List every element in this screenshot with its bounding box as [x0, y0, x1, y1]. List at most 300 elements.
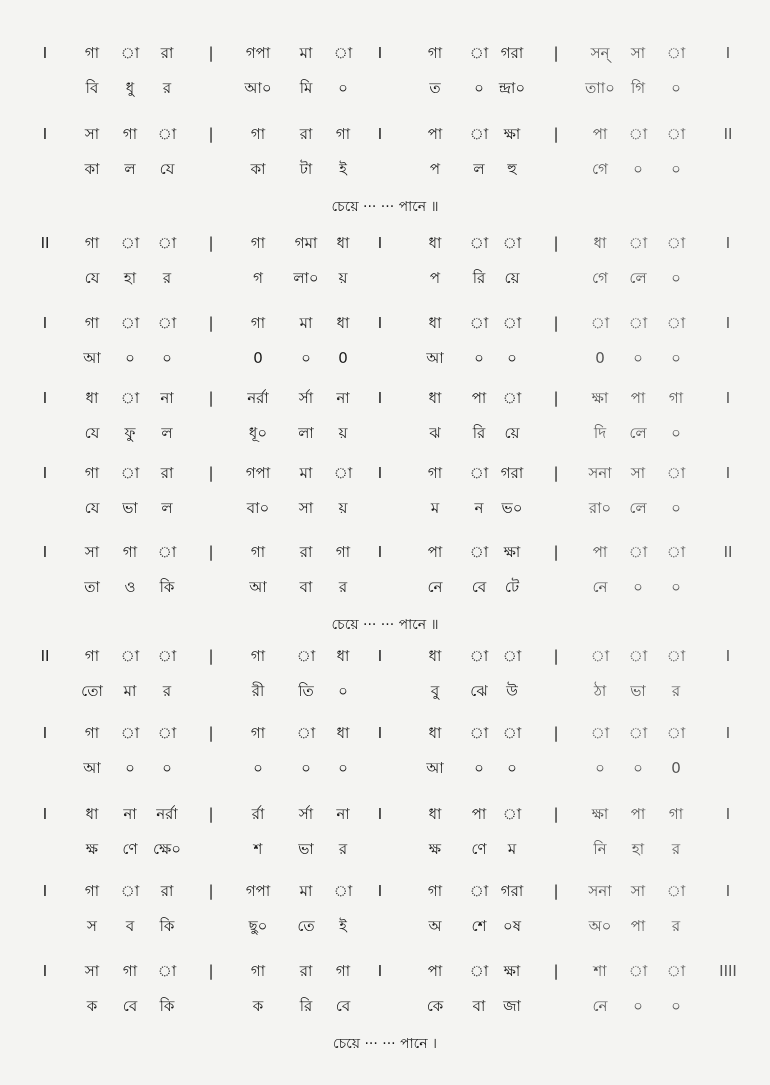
bar-line: I [377, 962, 383, 980]
swara-note: গা [84, 724, 100, 742]
lyric-syllable: ণে [471, 840, 487, 858]
swara-note: পা [427, 962, 443, 980]
notation-line [0, 803, 770, 825]
lyric-syllable: ০ [125, 349, 135, 367]
lyric-line [0, 680, 770, 702]
lyric-syllable: ঝ [429, 424, 441, 442]
bar-line: I [42, 962, 48, 980]
bar-line: I [725, 882, 731, 900]
lyric-syllable: কে [426, 997, 444, 1015]
swara-note: ধা [428, 647, 442, 665]
lyric-syllable: ঝে [470, 682, 488, 700]
lyric-syllable: ০ [633, 759, 643, 777]
bar-line: I [377, 44, 383, 62]
lyric-syllable: ম [507, 840, 517, 858]
swara-note: গা [335, 125, 351, 143]
bar-line: | [553, 314, 559, 332]
bar-line: I [377, 882, 383, 900]
swara-note: া [333, 882, 353, 900]
swara-note: া [157, 125, 177, 143]
bar-line: I [42, 882, 48, 900]
swara-note: ধা [593, 234, 607, 252]
lyric-syllable: আ [426, 759, 444, 777]
swara-note: া [666, 543, 686, 561]
swara-note: ক্ষা [503, 125, 521, 143]
swara-note: রা [299, 543, 313, 561]
swara-note: সা [84, 543, 100, 561]
lyric-syllable: টা [299, 160, 313, 178]
swara-note: না [160, 389, 174, 407]
swara-note: রা [160, 44, 174, 62]
bar-line: | [553, 882, 559, 900]
lyric-syllable: ০ [338, 759, 348, 777]
lyric-syllable: ০ [162, 759, 172, 777]
lyric-syllable: তা [84, 578, 100, 596]
swara-note: না [336, 805, 350, 823]
swara-note: া [120, 882, 140, 900]
swara-note: া [666, 314, 686, 332]
lyric-syllable: যে [84, 424, 100, 442]
lyric-syllable: ০ [671, 349, 681, 367]
lyric-syllable: ছু০ [248, 917, 268, 935]
swara-note: া [157, 234, 177, 252]
swara-note: গা [84, 882, 100, 900]
lyric-syllable: লে [629, 424, 647, 442]
bar-line: I [42, 44, 48, 62]
bar-line: | [208, 543, 214, 561]
swara-note: গরা [500, 44, 524, 62]
lyric-syllable: ০ [671, 578, 681, 596]
refrain-line: চেয়ে ··· ··· পানে । [332, 1036, 438, 1052]
lyric-syllable: ভা [298, 840, 314, 858]
lyric-syllable: রি [299, 997, 313, 1015]
swara-note: া [120, 314, 140, 332]
lyric-syllable: সা [298, 499, 314, 517]
lyric-syllable: আ [426, 349, 444, 367]
lyric-syllable: ল [124, 160, 136, 178]
bar-line: I [377, 464, 383, 482]
notation-line [0, 880, 770, 902]
swara-note: া [628, 724, 648, 742]
swara-note: া [157, 647, 177, 665]
lyric-syllable: পা [630, 917, 646, 935]
lyric-syllable: ল [161, 424, 173, 442]
bar-line: | [553, 962, 559, 980]
swara-note: গা [250, 647, 266, 665]
lyric-syllable: তে [297, 917, 315, 935]
bar-line: I [42, 724, 48, 742]
lyric-syllable: বা [472, 997, 486, 1015]
bar-line: | [208, 234, 214, 252]
lyric-syllable: ০ [671, 499, 681, 517]
lyric-syllable: র [338, 840, 348, 858]
lyric-syllable: র [671, 917, 681, 935]
notation-line [0, 462, 770, 484]
swara-note: গরা [500, 882, 524, 900]
notation-line [0, 645, 770, 667]
swara-note: ক্ষা [503, 962, 521, 980]
swara-note: া [628, 125, 648, 143]
swara-note: া [666, 962, 686, 980]
notation-line [0, 42, 770, 64]
bar-line: I [377, 724, 383, 742]
swara-note: া [469, 724, 489, 742]
lyric-syllable: র [162, 79, 172, 97]
lyric-syllable: ০ [671, 269, 681, 287]
lyric-syllable: যে [84, 269, 100, 287]
lyric-syllable: ০ [507, 759, 517, 777]
swara-note: া [666, 724, 686, 742]
swara-note: া [469, 125, 489, 143]
lyric-syllable: গে [592, 269, 608, 287]
lyric-syllable: তাা০ [585, 79, 615, 97]
swara-note: গা [250, 125, 266, 143]
swara-note: া [628, 647, 648, 665]
bar-line: I [725, 44, 731, 62]
lyric-syllable: বি [85, 79, 99, 97]
swara-note: র্সা [298, 389, 314, 407]
lyric-syllable: ণে [122, 840, 138, 858]
bar-line: I [377, 314, 383, 332]
swara-note: পা [471, 389, 487, 407]
swara-note: া [469, 44, 489, 62]
lyric-syllable: অ [428, 917, 442, 935]
lyric-syllable: হা [631, 840, 645, 858]
lyric-syllable: র [162, 269, 172, 287]
lyric-syllable: ক্ষে০ [153, 840, 181, 858]
swara-note: গমা [294, 234, 318, 252]
lyric-syllable: ০ [595, 759, 605, 777]
swara-note: া [469, 647, 489, 665]
swara-note: র্সা [298, 805, 314, 823]
swara-note: া [296, 724, 316, 742]
swara-note: গা [427, 882, 443, 900]
lyric-line [0, 422, 770, 444]
swara-note: া [157, 543, 177, 561]
lyric-syllable: ০ [338, 79, 348, 97]
bar-line: I [377, 125, 383, 143]
bar-line: | [208, 882, 214, 900]
swara-note: গা [250, 543, 266, 561]
swara-note: গরা [500, 464, 524, 482]
lyric-syllable: ০ [633, 997, 643, 1015]
lyric-line [0, 497, 770, 519]
swara-note: গা [250, 724, 266, 742]
lyric-syllable: ০ [125, 759, 135, 777]
lyric-syllable: র [671, 840, 681, 858]
lyric-syllable: তি [298, 682, 314, 700]
notation-line [0, 541, 770, 563]
swara-note: শা [593, 962, 607, 980]
lyric-syllable: ল [473, 160, 485, 178]
lyric-syllable: আ [83, 349, 101, 367]
refrain-line: চেয়ে ··· ··· পানে ॥ [331, 617, 439, 633]
bar-line: | [553, 44, 559, 62]
lyric-syllable: ল [161, 499, 173, 517]
lyric-syllable: ০ [671, 160, 681, 178]
lyric-syllable: হা [123, 269, 137, 287]
swara-note: ক্ষা [591, 389, 609, 407]
lyric-syllable: ই [339, 917, 347, 935]
swara-note: া [590, 314, 610, 332]
lyric-syllable: ঠা [593, 682, 607, 700]
lyric-syllable: র [162, 682, 172, 700]
swara-note: া [120, 234, 140, 252]
swara-note: ধা [85, 805, 99, 823]
swara-note: া [333, 44, 353, 62]
lyric-syllable: আ০ [244, 79, 272, 97]
swara-note: ধা [336, 234, 350, 252]
bar-line: I [725, 314, 731, 332]
swara-note: ধা [336, 724, 350, 742]
swara-note: রা [160, 882, 174, 900]
swara-note: সা [630, 44, 646, 62]
lyric-syllable: র [671, 682, 681, 700]
swara-note: া [157, 962, 177, 980]
swara-note: গা [84, 464, 100, 482]
swara-note: না [336, 389, 350, 407]
lyric-syllable: ০ [474, 79, 484, 97]
bar-line: II [723, 125, 733, 143]
swara-note: রা [160, 464, 174, 482]
lyric-syllable: লে [629, 269, 647, 287]
swara-note: া [628, 962, 648, 980]
lyric-syllable: ভা [630, 682, 646, 700]
swara-note: গা [668, 389, 684, 407]
swara-note: গা [668, 805, 684, 823]
lyric-syllable: নে [592, 578, 608, 596]
bar-line: | [208, 314, 214, 332]
lyric-syllable: ভা [122, 499, 138, 517]
bar-line: I [377, 647, 383, 665]
bar-line: I [42, 543, 48, 561]
swara-note: া [157, 724, 177, 742]
lyric-syllable: লা [298, 424, 314, 442]
lyric-syllable: ন্দ্রা০ [498, 79, 526, 97]
lyric-syllable: বা [299, 578, 313, 596]
lyric-syllable: ০ [633, 578, 643, 596]
swara-note: ধা [428, 234, 442, 252]
lyric-syllable: কি [159, 578, 175, 596]
notation-line [0, 123, 770, 145]
lyric-syllable: 0 [338, 349, 348, 367]
bar-line: I [42, 389, 48, 407]
swara-note: গা [427, 464, 443, 482]
lyric-line [0, 915, 770, 937]
lyric-syllable: ০ [507, 349, 517, 367]
swara-note: পা [592, 543, 608, 561]
swara-note: া [590, 724, 610, 742]
swara-note: গা [335, 543, 351, 561]
lyric-syllable: স [87, 917, 97, 935]
notation-line [0, 312, 770, 334]
lyric-syllable: য়ে [504, 269, 520, 287]
lyric-syllable: প [429, 160, 441, 178]
bar-line: II [723, 543, 733, 561]
swara-note: ধা [336, 314, 350, 332]
bar-line: | [553, 724, 559, 742]
swara-note: সা [84, 962, 100, 980]
lyric-syllable: যে [159, 160, 175, 178]
bar-line: IIII [719, 962, 737, 980]
lyric-syllable: অ০ [588, 917, 612, 935]
swara-note: া [590, 647, 610, 665]
bar-line: I [725, 724, 731, 742]
notation-line [0, 387, 770, 409]
lyric-syllable: ন [474, 499, 484, 517]
lyric-syllable: কি [159, 997, 175, 1015]
bar-line: I [725, 234, 731, 252]
bar-line: | [208, 724, 214, 742]
lyric-syllable: কা [250, 160, 266, 178]
lyric-syllable: বে [335, 997, 351, 1015]
lyric-syllable: ০ [671, 79, 681, 97]
lyric-syllable: য়ে [504, 424, 520, 442]
bar-line: | [208, 962, 214, 980]
lyric-syllable: গি [630, 79, 646, 97]
bar-line: I [377, 389, 383, 407]
notation-line [0, 722, 770, 744]
lyric-syllable: ০ [301, 759, 311, 777]
swara-note: সনা [588, 464, 612, 482]
bar-line: I [377, 543, 383, 561]
lyric-syllable: রী [251, 682, 265, 700]
notation-line [0, 960, 770, 982]
swara-note: পা [427, 543, 443, 561]
lyric-syllable: য় [338, 424, 348, 442]
lyric-syllable: ফু [124, 424, 136, 442]
swara-note: নর্রা [247, 389, 269, 407]
swara-note: া [666, 882, 686, 900]
bar-line: | [208, 464, 214, 482]
swara-note: ধা [428, 389, 442, 407]
bar-line: | [553, 805, 559, 823]
swara-note: া [333, 464, 353, 482]
lyric-syllable: মি [299, 79, 313, 97]
swara-note: া [120, 44, 140, 62]
swara-note: ধা [336, 647, 350, 665]
lyric-syllable: ০ [301, 349, 311, 367]
swara-note: নর্রা [156, 805, 178, 823]
swara-note: গপা [245, 464, 271, 482]
lyric-syllable: ০ [338, 682, 348, 700]
swara-note: পা [630, 389, 646, 407]
swara-note: গপা [245, 882, 271, 900]
bar-line: I [725, 389, 731, 407]
lyric-syllable: বে [471, 578, 487, 596]
lyric-syllable: ০ [162, 349, 172, 367]
lyric-line [0, 158, 770, 180]
swara-note: া [628, 314, 648, 332]
lyric-syllable: দি [593, 424, 607, 442]
bar-line: | [208, 125, 214, 143]
lyric-syllable: ক্ষ [85, 840, 99, 858]
bar-line: I [377, 805, 383, 823]
swara-note: া [120, 464, 140, 482]
bar-line: | [208, 647, 214, 665]
lyric-syllable: নে [427, 578, 443, 596]
lyric-line [0, 838, 770, 860]
lyric-syllable: টে [504, 578, 520, 596]
lyric-syllable: জা [503, 997, 521, 1015]
lyric-syllable: 0 [671, 759, 681, 777]
swara-note: পা [471, 805, 487, 823]
lyric-syllable: ম [430, 499, 440, 517]
lyric-syllable: 0 [253, 349, 263, 367]
swara-note: ক্ষা [503, 543, 521, 561]
swara-note: গা [84, 647, 100, 665]
swara-note: পা [630, 805, 646, 823]
swara-note: া [502, 234, 522, 252]
swara-note: সা [84, 125, 100, 143]
swara-note: া [502, 314, 522, 332]
swara-note: া [120, 724, 140, 742]
lyric-syllable: নি [593, 840, 607, 858]
lyric-syllable: ক [86, 997, 98, 1015]
swara-note: গা [84, 44, 100, 62]
lyric-syllable: ০ [671, 424, 681, 442]
lyric-syllable: প [429, 269, 441, 287]
lyric-syllable: য় [338, 499, 348, 517]
lyric-syllable: ত [429, 79, 441, 97]
lyric-syllable: ০ [671, 997, 681, 1015]
swara-note: গা [250, 314, 266, 332]
bar-line: | [208, 805, 214, 823]
swara-note: ধা [428, 805, 442, 823]
lyric-syllable: ০ষ [502, 917, 522, 935]
lyric-syllable: রি [472, 424, 486, 442]
swara-note: না [123, 805, 137, 823]
lyric-syllable: তো [81, 682, 103, 700]
bar-line: | [553, 125, 559, 143]
bar-line: I [42, 805, 48, 823]
swara-note: মা [299, 882, 313, 900]
swara-note: গা [84, 314, 100, 332]
swara-note: া [502, 647, 522, 665]
lyric-syllable: লা০ [293, 269, 319, 287]
swara-note: সা [630, 464, 646, 482]
bar-line: I [725, 805, 731, 823]
lyric-line [0, 995, 770, 1017]
lyric-syllable: উ [506, 682, 518, 700]
lyric-syllable: ক্ষ [428, 840, 442, 858]
swara-note: া [502, 805, 522, 823]
lyric-syllable: র [338, 578, 348, 596]
lyric-syllable: ০ [474, 349, 484, 367]
bar-line: II [40, 647, 50, 665]
swara-note: সা [630, 882, 646, 900]
lyric-syllable: লে [629, 499, 647, 517]
swara-note: পা [427, 125, 443, 143]
swara-note: মা [299, 464, 313, 482]
lyric-syllable: ০ [253, 759, 263, 777]
swara-note: া [120, 389, 140, 407]
lyric-syllable: রি [472, 269, 486, 287]
lyric-syllable: আ [249, 578, 267, 596]
lyric-syllable: ০ [633, 160, 643, 178]
swara-note: া [666, 464, 686, 482]
lyric-syllable: ০ [474, 759, 484, 777]
swara-note: গা [335, 962, 351, 980]
notation-line [0, 232, 770, 254]
lyric-syllable: গে [592, 160, 608, 178]
swara-note: গা [427, 44, 443, 62]
lyric-syllable: ও [124, 578, 136, 596]
lyric-syllable: হু [507, 160, 517, 178]
swara-note: া [469, 882, 489, 900]
bar-line: I [377, 234, 383, 252]
swara-note: ধা [428, 314, 442, 332]
